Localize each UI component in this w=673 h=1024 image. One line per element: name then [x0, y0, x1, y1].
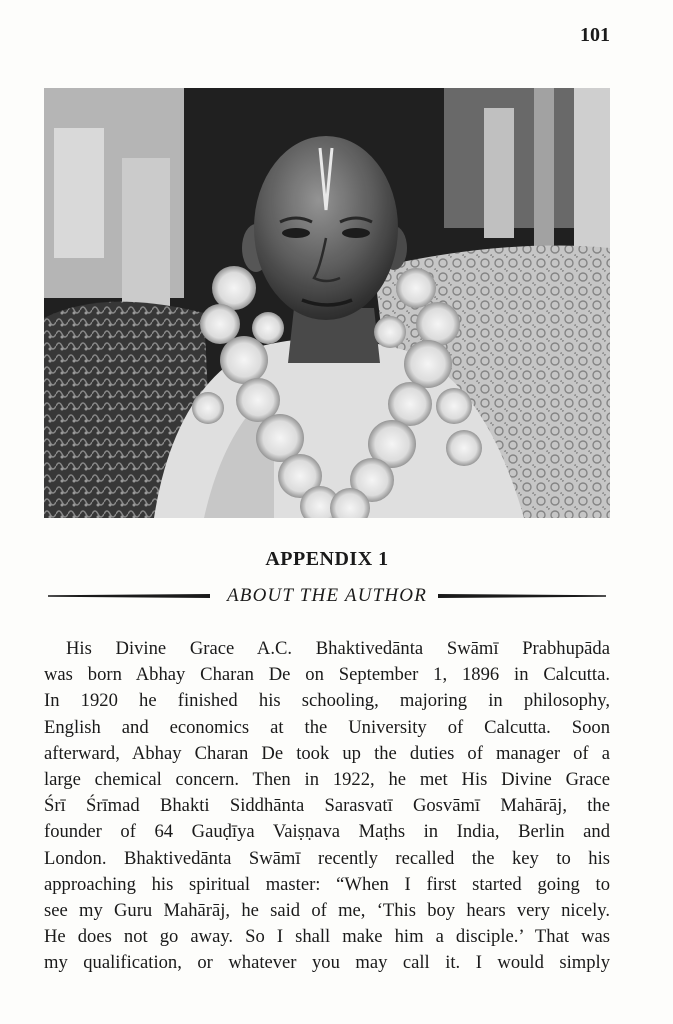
text-line: see my Guru Mahārāj, he said of me, ‘This boy hears very nicely.: [44, 900, 610, 922]
subtitle-text: ABOUT THE AUTHOR: [226, 585, 428, 606]
text-line: In 1920 he finished his schooling, majoring in philosophy,: [44, 690, 610, 712]
text-line: Śrī Śrīmad Bhakti Siddhānta Sarasvatī Gosvāmī Mahārāj, the: [44, 795, 610, 817]
text-line: my qualification, or whatever you may call it. I would simply: [44, 952, 610, 974]
text-line: was born Abhay Charan De on September 1, 1896 in Calcutta.: [44, 664, 610, 686]
text-line: afterward, Abhay Charan De took up the duties of manager of a: [44, 742, 610, 764]
text-line: English and economics at the University of Calcutta. Soon: [44, 716, 610, 738]
body-paragraph: [44, 636, 610, 977]
subtitle-rule: [44, 584, 610, 608]
text-line: large chemical concern. Then in 1922, he met His Divine Grace: [44, 769, 610, 791]
section-subtitle: [44, 584, 610, 608]
text-line: London. Bhaktivedānta Swāmī recently recalled the key to his: [44, 847, 610, 869]
page-number: 101: [580, 24, 610, 46]
text-line: He does not go away. So I shall make him a disciple.’ That was: [44, 926, 610, 948]
text-line: founder of 64 Gauḍīya Vaiṣṇava Maṭhs in India, Berlin and: [44, 821, 610, 843]
text-line: approaching his spiritual master: “When I first started going to: [44, 873, 610, 895]
text-line: His Divine Grace A.C. Bhaktivedānta Swāmī Prabhupāda: [66, 638, 610, 659]
appendix-title: APPENDIX 1: [265, 548, 389, 570]
portrait-photo: [44, 88, 610, 518]
